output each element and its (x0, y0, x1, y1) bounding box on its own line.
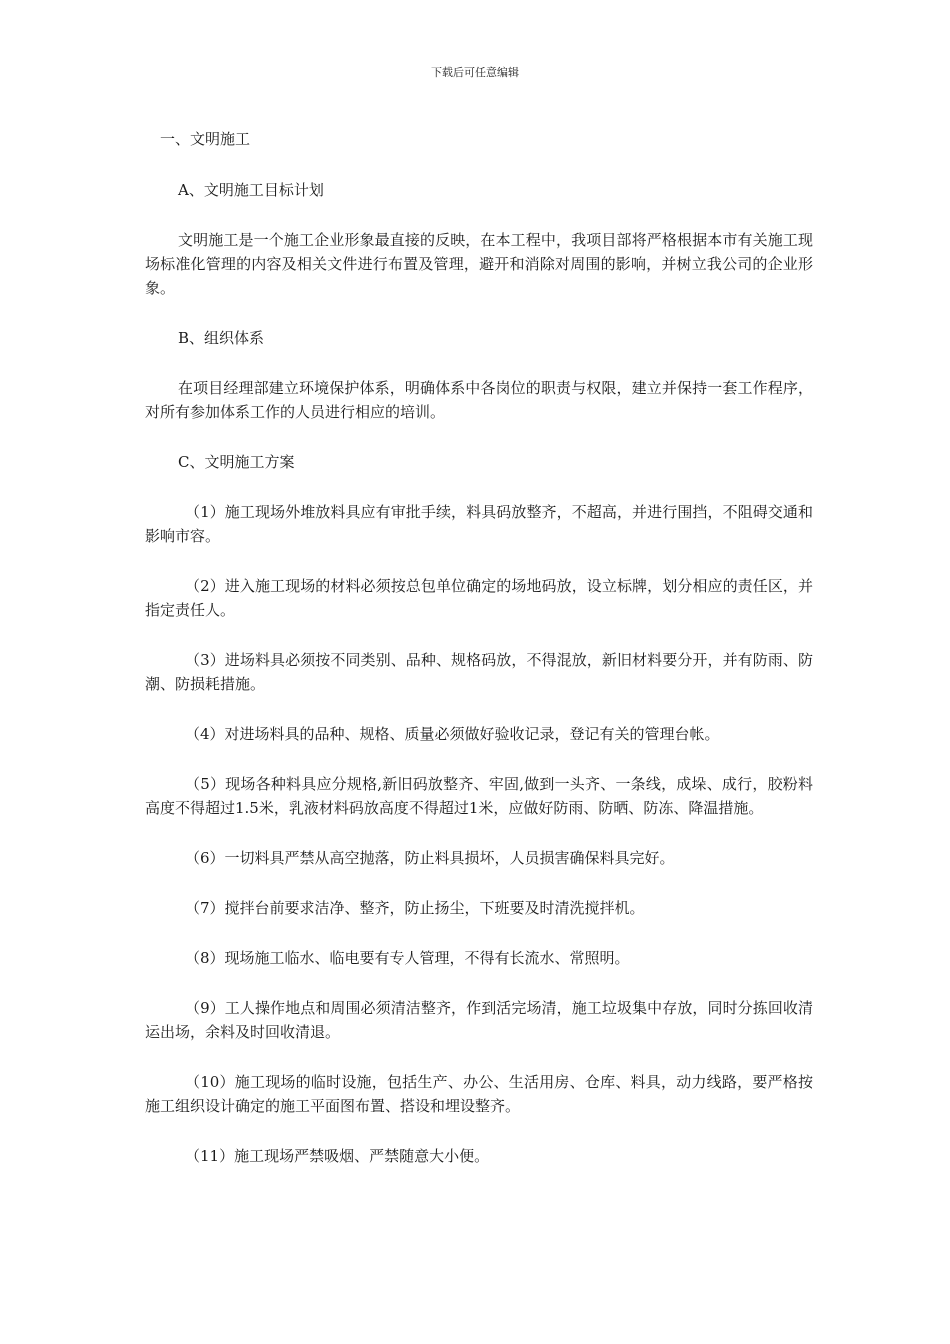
document-body (145, 127, 813, 1194)
list-item: （5）现场各种料具应分规格,新旧码放整齐、牢固,做到一头齐、一条线，成垛、成行，胶粉料高度不得超过1.5米，乳液材料码放高度不得超过1米，应做好防雨、防晒、防冻、降温措施。 (145, 775, 813, 817)
subsection-a-title: A、文明施工目标计划 (178, 181, 324, 199)
header-note: 下载后可任意编辑 (431, 66, 519, 79)
list-item: （9）工人操作地点和周围必须清洁整齐，作到活完场清，施工垃圾集中存放，同时分拣回收清运出场，余料及时回收清退。 (145, 999, 813, 1041)
list-item: （3）进场料具必须按不同类别、品种、规格码放，不得混放，新旧材料要分开，并有防雨、防潮、防损耗措施。 (145, 651, 813, 693)
list-item: （8）现场施工临水、临电要有专人管理，不得有长流水、常照明。 (185, 949, 630, 967)
subsection-b-title: B、组织体系 (178, 329, 265, 347)
list-item: （6）一切料具严禁从高空抛落，防止料具损坏，人员损害确保料具完好。 (185, 849, 675, 867)
subsection-c-title: C、文明施工方案 (178, 453, 295, 471)
list-item: （4）对进场料具的品种、规格、质量必须做好验收记录，登记有关的管理台帐。 (185, 725, 720, 743)
list-item: （1）施工现场外堆放料具应有审批手续，料具码放整齐，不超高，并进行围挡，不阻碍交通和影响市容。 (145, 503, 813, 545)
list-item: （7）搅拌台前要求洁净、整齐，防止扬尘，下班要及时清洗搅拌机。 (185, 899, 645, 917)
subsection-b-paragraph: 在项目经理部建立环境保护体系，明确体系中各岗位的职责与权限，建立并保持一套工作程序，对所有参加体系工作的人员进行相应的培训。 (145, 379, 813, 421)
list-item: （10）施工现场的临时设施，包括生产、办公、生活用房、仓库、料具，动力线路，要严格按施工组织设计确定的施工平面图布置、搭设和埋设整齐。 (145, 1073, 813, 1115)
list-item: （11）施工现场严禁吸烟、严禁随意大小便。 (185, 1147, 490, 1165)
subsection-a-paragraph: 文明施工是一个施工企业形象最直接的反映，在本工程中，我项目部将严格根据本市有关施工现场标准化管理的内容及相关文件进行布置及管理，避开和消除对周围的影响，并树立我公司的企业形象。 (145, 231, 813, 297)
section-title: 一、文明施工 (160, 130, 251, 148)
list-item: （2）进入施工现场的材料必须按总包单位确定的场地码放，设立标牌，划分相应的责任区，并指定责任人。 (145, 577, 813, 619)
